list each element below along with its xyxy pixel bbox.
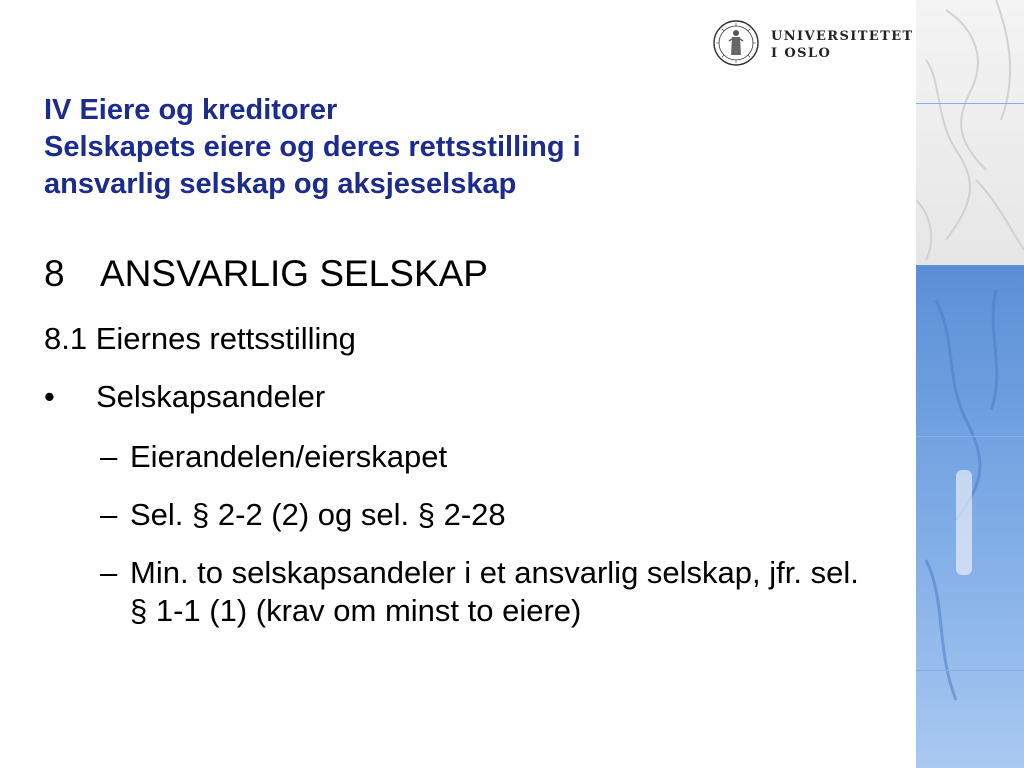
sub-item-text: Eierandelen/eierskapet xyxy=(130,439,448,474)
slide-title xyxy=(44,92,904,203)
sculpture-sketch-icon xyxy=(916,0,1024,768)
decorative-side-strip xyxy=(916,0,1024,768)
strip-line xyxy=(916,670,1024,671)
sub-item-text: Sel. § 2-2 (2) og sel. § 2-28 xyxy=(130,497,506,532)
title-line-2: Selskapets eiere og deres rettsstilling i xyxy=(44,131,581,163)
sub-item xyxy=(100,438,880,476)
dash-mark: – xyxy=(100,439,118,474)
dash-mark: – xyxy=(100,497,118,532)
title-line-1: IV Eiere og kreditorer xyxy=(44,94,338,126)
sub-item xyxy=(100,496,880,534)
university-seal-icon xyxy=(712,19,760,67)
logo-text-line1: UNIVERSITETET xyxy=(771,29,914,44)
sub-item-list xyxy=(100,438,880,650)
title-line-3: ansvarlig selskap og aksjeselskap xyxy=(44,168,517,200)
logo-text-line2: I OSLO xyxy=(771,46,832,61)
strip-line xyxy=(916,436,1024,437)
university-logo xyxy=(712,19,912,69)
strip-line xyxy=(916,103,1024,104)
subsection-heading: 8.1 Eiernes rettsstilling xyxy=(44,321,356,356)
bullet-mark: • xyxy=(44,379,55,414)
bullet-text: Selskapsandeler xyxy=(96,379,326,414)
sub-item-text: Min. to selskapsandeler i et ansvarlig selskap, jfr. sel. § 1-1 (1) (krav om minst to eiere) xyxy=(130,555,859,628)
section-heading-text: ANSVARLIG SELSKAP xyxy=(100,253,488,294)
sub-item xyxy=(100,554,880,630)
dash-mark: – xyxy=(100,555,118,590)
section-number: 8 xyxy=(44,253,65,294)
